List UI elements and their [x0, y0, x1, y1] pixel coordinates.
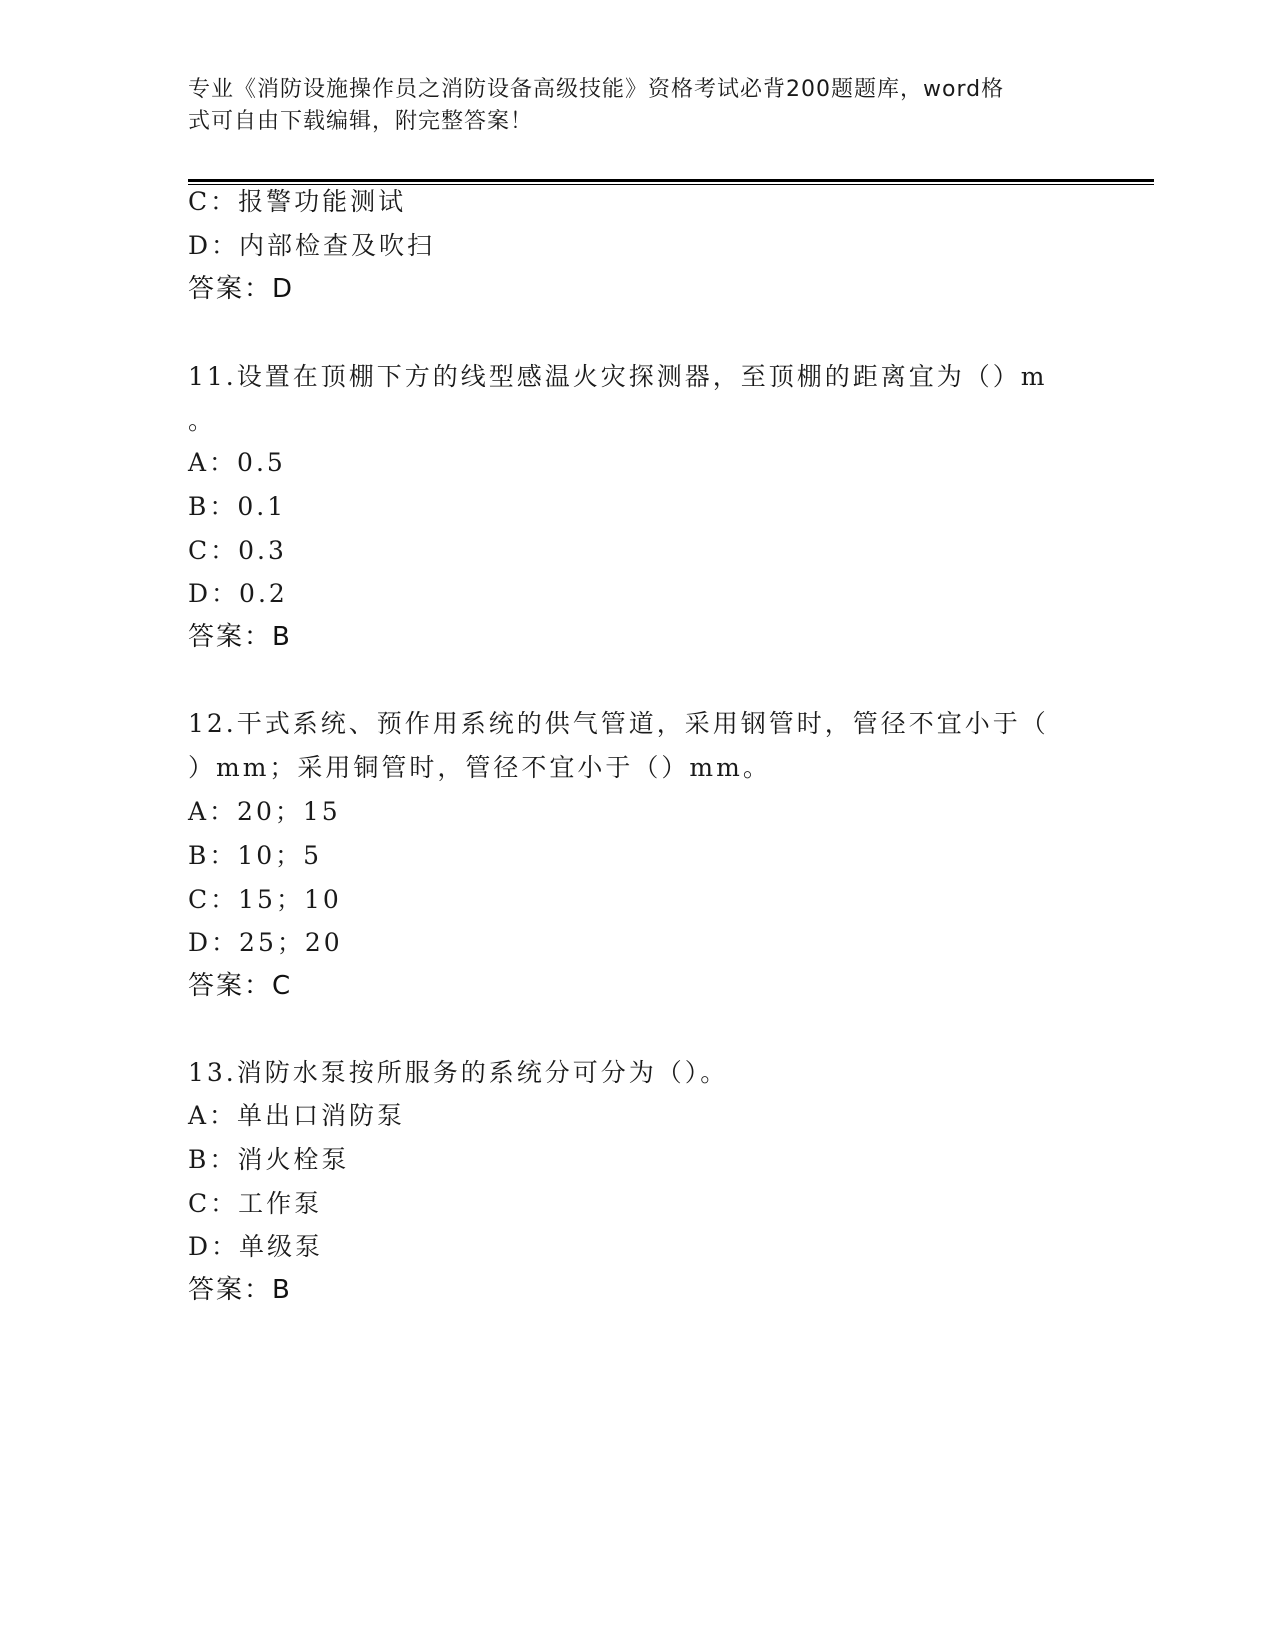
question-11-stem-cont: 。: [188, 406, 217, 435]
header-divider-thick: [188, 179, 1154, 182]
header-divider-thin: [188, 184, 1154, 185]
question-12-option-c: C：15；10: [188, 885, 342, 914]
prev-option-c: C：报警功能测试: [188, 187, 407, 216]
prev-option-d: D：内部检查及吹扫: [188, 231, 436, 260]
question-12-option-a: A：20；15: [188, 797, 341, 826]
header-line-2: 式可自由下载编辑，附完整答案！: [188, 109, 534, 134]
question-12-option-b: B：10；5: [188, 841, 323, 870]
question-13-stem: 13.消防水泵按所服务的系统分可分为（）。: [188, 1058, 729, 1087]
question-11-option-a: A：0.5: [188, 448, 286, 477]
question-11-option-c: C：0.3: [188, 536, 287, 565]
question-13-option-d: D：单级泵: [188, 1232, 324, 1261]
question-13-option-c: C：工作泵: [188, 1189, 323, 1218]
question-12-stem: 12.干式系统、预作用系统的供气管道，采用钢管时，管径不宜小于（: [188, 709, 1049, 738]
question-13-option-b: B：消火栓泵: [188, 1145, 350, 1174]
header-line-1: 专业《消防设施操作员之消防设备高级技能》资格考试必背200题题库，word格: [188, 77, 1005, 102]
question-11-option-b: B：0.1: [188, 492, 287, 521]
question-11-answer: 答案：B: [188, 622, 292, 652]
question-12-stem-cont: ）mm；采用铜管时，管径不宜小于（）mm。: [188, 753, 771, 782]
question-13-option-a: A：单出口消防泵: [188, 1101, 406, 1130]
prev-answer: 答案：D: [188, 274, 295, 304]
document-header: [188, 74, 1078, 138]
question-11-option-d: D：0.2: [188, 579, 288, 608]
question-12-answer: 答案：C: [188, 971, 293, 1001]
question-12-option-d: D：25；20: [188, 928, 343, 957]
question-13-answer: 答案：B: [188, 1275, 292, 1305]
question-11-stem: 11.设置在顶棚下方的线型感温火灾探测器，至顶棚的距离宜为（）m: [188, 362, 1048, 391]
